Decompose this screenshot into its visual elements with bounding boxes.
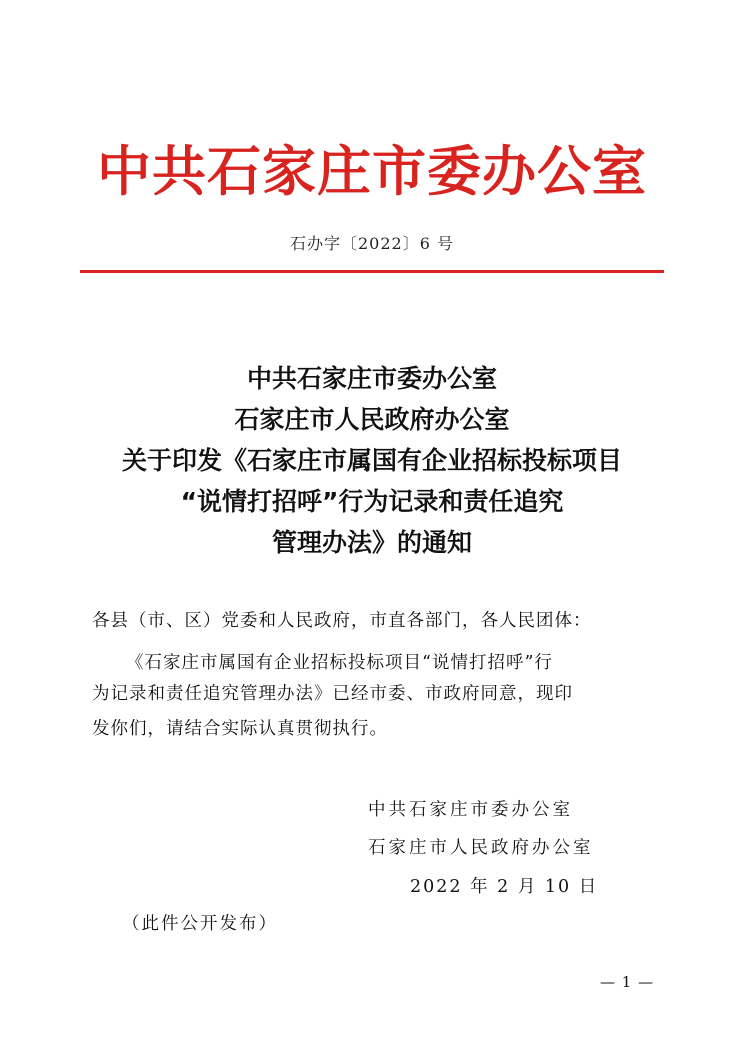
body-paragraph-line-2: 为记录和责任追究管理办法》已经市委、市政府同意，现印 [92, 684, 573, 704]
title-line-5: 管理办法》的通知 [271, 528, 472, 557]
title-line-3: 关于印发《石家庄市属国有企业招标投标项目 [121, 446, 622, 475]
title-line-1: 中共石家庄市委办公室 [246, 364, 497, 393]
document-title [0, 358, 744, 563]
red-divider-line [80, 270, 664, 273]
public-release-note: （此件公开发布） [122, 914, 278, 934]
title-line-2: 石家庄市人民政府办公室 [234, 405, 510, 434]
body-paragraph-line-3: 发你们，请结合实际认真贯彻执行。 [92, 719, 388, 739]
signature-org-1: 中共石家庄市委办公室 [368, 800, 573, 820]
signature-org-2: 石家庄市人民政府办公室 [368, 838, 594, 858]
document-number: 石办字〔2022〕6 号 [290, 234, 454, 253]
signature-date: 2022 年 2 月 10 日 [410, 877, 599, 897]
page-number: — 1 — [600, 973, 655, 991]
body-paragraph-line-1: 《石家庄市属国有企业招标投标项目“说情打招呼”行 [126, 653, 553, 673]
addressee-line: 各县（市、区）党委和人民政府，市直各部门，各人民团体： [92, 611, 592, 631]
masthead-title: 中共石家庄市委办公室 [97, 139, 647, 203]
title-line-4: “说情打招呼”行为记录和责任追究 [180, 487, 564, 516]
